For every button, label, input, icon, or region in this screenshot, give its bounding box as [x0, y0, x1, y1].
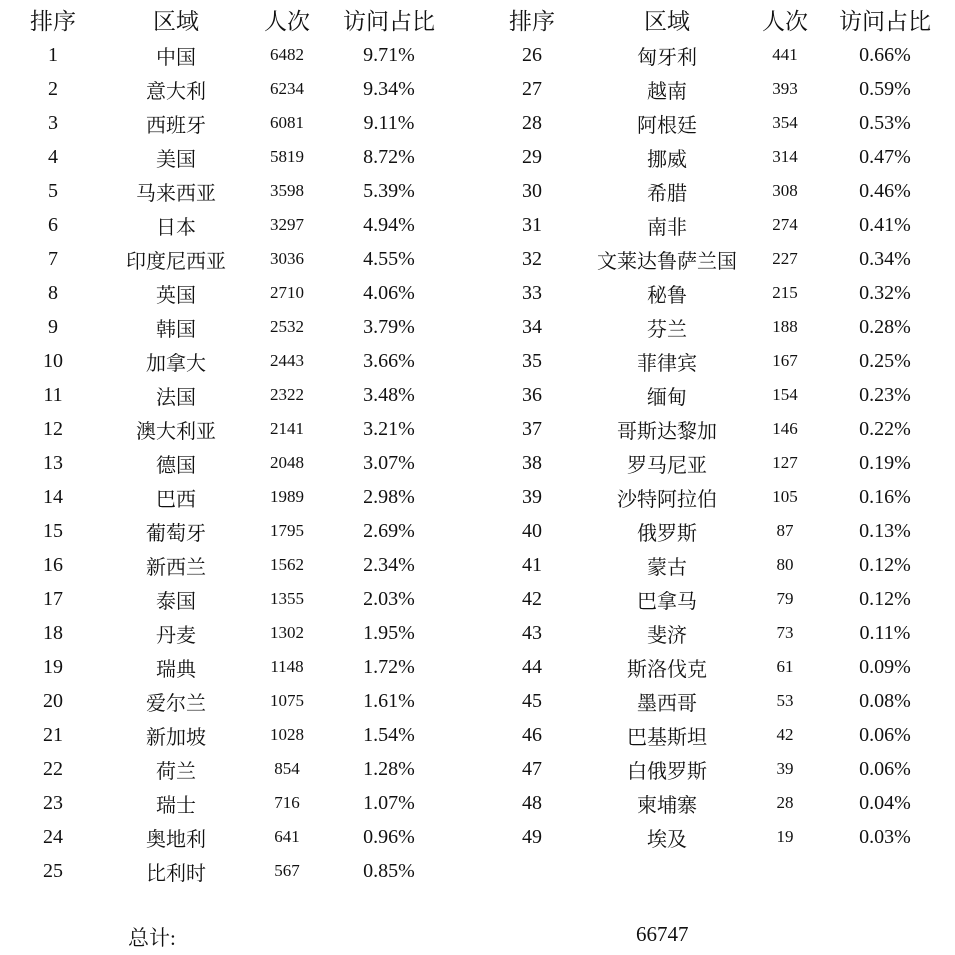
rank-cell: 6 [48, 213, 58, 236]
region-cell: 菲律宾 [637, 352, 697, 375]
ranking-table-right [480, 0, 950, 854]
share-cell: 0.41% [859, 213, 911, 236]
table-row [480, 378, 950, 412]
table-row [480, 650, 950, 684]
region-cell: 德国 [156, 454, 196, 477]
region-cell: 秘鲁 [647, 284, 687, 307]
visits-cell: 854 [274, 759, 300, 778]
share-cell: 1.54% [363, 723, 415, 746]
rank-cell: 14 [43, 485, 63, 508]
region-cell: 挪威 [647, 148, 687, 171]
table-row [0, 548, 450, 582]
share-cell: 0.53% [859, 111, 911, 134]
rank-cell: 1 [48, 43, 58, 66]
region-cell: 韩国 [156, 318, 196, 341]
region-cell: 罗马尼亚 [627, 454, 707, 477]
rank-cell: 15 [43, 519, 63, 542]
share-cell: 0.59% [859, 77, 911, 100]
table-row [480, 106, 950, 140]
share-cell: 0.12% [859, 587, 911, 610]
region-cell: 葡萄牙 [146, 522, 206, 545]
visits-cell: 2141 [270, 419, 304, 438]
rank-cell: 12 [43, 417, 63, 440]
visits-cell: 354 [772, 113, 798, 132]
visits-cell: 6234 [270, 79, 304, 98]
share-cell: 0.22% [859, 417, 911, 440]
table-row [0, 310, 450, 344]
table-row [0, 242, 450, 276]
region-cell: 埃及 [647, 828, 687, 851]
rank-cell: 10 [43, 349, 63, 372]
header-visits: 人次 [264, 8, 310, 34]
rank-cell: 18 [43, 621, 63, 644]
rank-cell: 31 [522, 213, 542, 236]
table-row [0, 344, 450, 378]
table-row [0, 446, 450, 480]
share-cell: 1.07% [363, 791, 415, 814]
share-cell: 4.94% [363, 213, 415, 236]
visits-cell: 188 [772, 317, 798, 336]
share-cell: 9.71% [363, 43, 415, 66]
region-cell: 荷兰 [156, 760, 196, 783]
visits-cell: 105 [772, 487, 798, 506]
region-cell: 哥斯达黎加 [617, 420, 717, 443]
visits-cell: 154 [772, 385, 798, 404]
table-row [480, 412, 950, 446]
share-cell: 0.47% [859, 145, 911, 168]
visits-cell: 6081 [270, 113, 304, 132]
table-row [480, 446, 950, 480]
region-cell: 希腊 [647, 182, 687, 205]
region-cell: 新西兰 [146, 556, 206, 579]
visits-cell: 3036 [270, 249, 304, 268]
visits-cell: 314 [772, 147, 798, 166]
region-cell: 斐济 [647, 624, 687, 647]
table-row [0, 38, 450, 72]
region-cell: 白俄罗斯 [627, 760, 707, 783]
visits-cell: 227 [772, 249, 798, 268]
share-cell: 0.96% [363, 825, 415, 848]
table-body-left [0, 38, 450, 888]
region-cell: 新加坡 [146, 726, 206, 749]
visits-cell: 79 [776, 589, 794, 608]
table-row [480, 684, 950, 718]
table-body-right [480, 38, 950, 854]
visits-cell: 73 [776, 623, 794, 642]
region-cell: 泰国 [156, 590, 196, 613]
rank-cell: 34 [522, 315, 542, 338]
region-cell: 中国 [156, 46, 196, 69]
visits-cell: 3297 [270, 215, 304, 234]
region-cell: 文莱达鲁萨兰国 [597, 250, 737, 273]
rank-cell: 30 [522, 179, 542, 202]
visits-cell: 215 [772, 283, 798, 302]
visits-cell: 1795 [270, 521, 304, 540]
table-row [0, 820, 450, 854]
table-row [480, 582, 950, 616]
rank-cell: 45 [522, 689, 542, 712]
share-cell: 0.06% [859, 757, 911, 780]
header-share: 访问占比 [343, 8, 435, 34]
table-row [0, 174, 450, 208]
region-cell: 巴拿马 [637, 590, 697, 613]
header-region: 区域 [644, 8, 690, 34]
table-row [0, 582, 450, 616]
rank-cell: 2 [48, 77, 58, 100]
share-cell: 0.16% [859, 485, 911, 508]
region-cell: 墨西哥 [637, 692, 697, 715]
share-cell: 0.66% [859, 43, 911, 66]
region-cell: 巴西 [156, 488, 196, 511]
table-row [0, 752, 450, 786]
region-cell: 南非 [647, 216, 687, 239]
rank-cell: 17 [43, 587, 63, 610]
total-label: 总计: [128, 926, 176, 950]
table-row [480, 480, 950, 514]
visits-cell: 567 [274, 861, 300, 880]
share-cell: 0.03% [859, 825, 911, 848]
rank-cell: 47 [522, 757, 542, 780]
rank-cell: 36 [522, 383, 542, 406]
table-row [480, 616, 950, 650]
table-row [0, 854, 450, 888]
rank-cell: 48 [522, 791, 542, 814]
rank-cell: 49 [522, 825, 542, 848]
table-row [0, 140, 450, 174]
table-row [480, 208, 950, 242]
rank-cell: 28 [522, 111, 542, 134]
table-row [0, 480, 450, 514]
share-cell: 5.39% [363, 179, 415, 202]
region-cell: 俄罗斯 [637, 522, 697, 545]
region-cell: 瑞典 [156, 658, 196, 681]
visits-cell: 393 [772, 79, 798, 98]
region-cell: 缅甸 [647, 386, 687, 409]
region-cell: 澳大利亚 [136, 420, 216, 443]
table-row [480, 752, 950, 786]
visits-cell: 716 [274, 793, 300, 812]
table-row [0, 718, 450, 752]
rank-cell: 13 [43, 451, 63, 474]
share-cell: 0.28% [859, 315, 911, 338]
header-row [0, 0, 450, 38]
region-cell: 英国 [156, 284, 196, 307]
ranking-table-left [0, 0, 450, 888]
visits-cell: 2443 [270, 351, 304, 370]
share-cell: 9.11% [363, 111, 415, 134]
table-row [480, 310, 950, 344]
visits-cell: 641 [274, 827, 300, 846]
region-cell: 日本 [156, 216, 196, 239]
share-cell: 0.11% [859, 621, 911, 644]
table-row [0, 616, 450, 650]
table-row [480, 140, 950, 174]
visits-cell: 1148 [270, 657, 304, 676]
share-cell: 8.72% [363, 145, 415, 168]
rank-cell: 4 [48, 145, 58, 168]
rank-cell: 29 [522, 145, 542, 168]
share-cell: 0.04% [859, 791, 911, 814]
region-cell: 比利时 [146, 862, 206, 885]
rank-cell: 16 [43, 553, 63, 576]
table-row [480, 276, 950, 310]
region-cell: 爱尔兰 [146, 692, 206, 715]
table-row [480, 174, 950, 208]
visits-cell: 308 [772, 181, 798, 200]
share-cell: 0.85% [363, 859, 415, 882]
region-cell: 印度尼西亚 [126, 250, 226, 273]
table-row [0, 276, 450, 310]
visits-cell: 127 [772, 453, 798, 472]
share-cell: 0.09% [859, 655, 911, 678]
table-row [0, 786, 450, 820]
region-cell: 斯洛伐克 [627, 658, 707, 681]
share-cell: 1.72% [363, 655, 415, 678]
share-cell: 3.07% [363, 451, 415, 474]
visits-cell: 274 [772, 215, 798, 234]
table-row [480, 38, 950, 72]
share-cell: 0.12% [859, 553, 911, 576]
rank-cell: 37 [522, 417, 542, 440]
region-cell: 意大利 [146, 80, 206, 103]
visits-cell: 87 [776, 521, 794, 540]
table-row [0, 650, 450, 684]
share-cell: 1.95% [363, 621, 415, 644]
region-cell: 越南 [647, 80, 687, 103]
visits-cell: 2048 [270, 453, 304, 472]
region-cell: 加拿大 [146, 352, 206, 375]
table-row [0, 208, 450, 242]
region-cell: 瑞士 [156, 794, 196, 817]
header-rank: 排序 [30, 8, 76, 34]
share-cell: 0.25% [859, 349, 911, 372]
table-row [480, 718, 950, 752]
table-row [480, 344, 950, 378]
header-visits: 人次 [762, 8, 808, 34]
table-row [0, 412, 450, 446]
rank-cell: 40 [522, 519, 542, 542]
region-cell: 蒙古 [647, 556, 687, 579]
region-cell: 阿根廷 [637, 114, 697, 137]
share-cell: 0.32% [859, 281, 911, 304]
region-cell: 法国 [156, 386, 196, 409]
visits-cell: 146 [772, 419, 798, 438]
rank-cell: 24 [43, 825, 63, 848]
rank-cell: 46 [522, 723, 542, 746]
rank-cell: 22 [43, 757, 63, 780]
header-row [480, 0, 950, 38]
table-row [480, 514, 950, 548]
share-cell: 2.34% [363, 553, 415, 576]
table-row [0, 106, 450, 140]
region-cell: 巴基斯坦 [627, 726, 707, 749]
rank-cell: 11 [43, 383, 63, 406]
share-cell: 0.23% [859, 383, 911, 406]
rank-cell: 19 [43, 655, 63, 678]
header-share: 访问占比 [839, 8, 931, 34]
region-cell: 芬兰 [647, 318, 687, 341]
rank-cell: 23 [43, 791, 63, 814]
visits-cell: 3598 [270, 181, 304, 200]
visits-cell: 2322 [270, 385, 304, 404]
table-row [480, 820, 950, 854]
rank-cell: 3 [48, 111, 58, 134]
rank-cell: 41 [522, 553, 542, 576]
visits-cell: 1302 [270, 623, 304, 642]
rank-cell: 32 [522, 247, 542, 270]
visits-cell: 2710 [270, 283, 304, 302]
visits-cell: 167 [772, 351, 798, 370]
rank-cell: 20 [43, 689, 63, 712]
visits-cell: 42 [776, 725, 794, 744]
share-cell: 4.06% [363, 281, 415, 304]
visits-cell: 441 [772, 45, 798, 64]
total-value: 66747 [636, 922, 689, 946]
visits-cell: 6482 [270, 45, 304, 64]
share-cell: 1.61% [363, 689, 415, 712]
visits-cell: 39 [776, 759, 794, 778]
visits-cell: 1989 [270, 487, 304, 506]
share-cell: 1.28% [363, 757, 415, 780]
table-row [0, 514, 450, 548]
visits-cell: 1075 [270, 691, 304, 710]
rank-cell: 7 [48, 247, 58, 270]
share-cell: 2.03% [363, 587, 415, 610]
rank-cell: 39 [522, 485, 542, 508]
region-cell: 丹麦 [156, 624, 196, 647]
table-row [480, 786, 950, 820]
visits-cell: 28 [776, 793, 794, 812]
rank-cell: 35 [522, 349, 542, 372]
share-cell: 2.98% [363, 485, 415, 508]
visits-cell: 2532 [270, 317, 304, 336]
share-cell: 0.08% [859, 689, 911, 712]
rank-cell: 33 [522, 281, 542, 304]
share-cell: 2.69% [363, 519, 415, 542]
share-cell: 9.34% [363, 77, 415, 100]
region-cell: 西班牙 [146, 114, 206, 137]
visits-cell: 1028 [270, 725, 304, 744]
share-cell: 3.66% [363, 349, 415, 372]
table-row [480, 72, 950, 106]
visits-cell: 1562 [270, 555, 304, 574]
rank-cell: 8 [48, 281, 58, 304]
rank-cell: 21 [43, 723, 63, 746]
share-cell: 0.06% [859, 723, 911, 746]
table-row [480, 242, 950, 276]
share-cell: 3.21% [363, 417, 415, 440]
share-cell: 3.79% [363, 315, 415, 338]
share-cell: 0.19% [859, 451, 911, 474]
share-cell: 0.13% [859, 519, 911, 542]
rank-cell: 25 [43, 859, 63, 882]
share-cell: 3.48% [363, 383, 415, 406]
region-cell: 奥地利 [146, 828, 206, 851]
rank-cell: 26 [522, 43, 542, 66]
region-cell: 柬埔寨 [637, 794, 697, 817]
share-cell: 0.34% [859, 247, 911, 270]
rank-cell: 27 [522, 77, 542, 100]
rank-cell: 42 [522, 587, 542, 610]
table-row [0, 378, 450, 412]
region-cell: 匈牙利 [637, 46, 697, 69]
visits-cell: 5819 [270, 147, 304, 166]
table-row [0, 72, 450, 106]
share-cell: 0.46% [859, 179, 911, 202]
rank-cell: 44 [522, 655, 542, 678]
table-row [480, 548, 950, 582]
share-cell: 4.55% [363, 247, 415, 270]
rank-cell: 9 [48, 315, 58, 338]
visits-cell: 1355 [270, 589, 304, 608]
visits-cell: 61 [776, 657, 794, 676]
rank-cell: 43 [522, 621, 542, 644]
table-row [0, 684, 450, 718]
region-cell: 马来西亚 [136, 182, 216, 205]
region-cell: 美国 [156, 148, 196, 171]
visits-cell: 53 [776, 691, 794, 710]
rank-cell: 38 [522, 451, 542, 474]
header-region: 区域 [153, 8, 199, 34]
visits-cell: 19 [776, 827, 794, 846]
header-rank: 排序 [509, 8, 555, 34]
visits-cell: 80 [776, 555, 794, 574]
region-cell: 沙特阿拉伯 [617, 488, 717, 511]
rank-cell: 5 [48, 179, 58, 202]
